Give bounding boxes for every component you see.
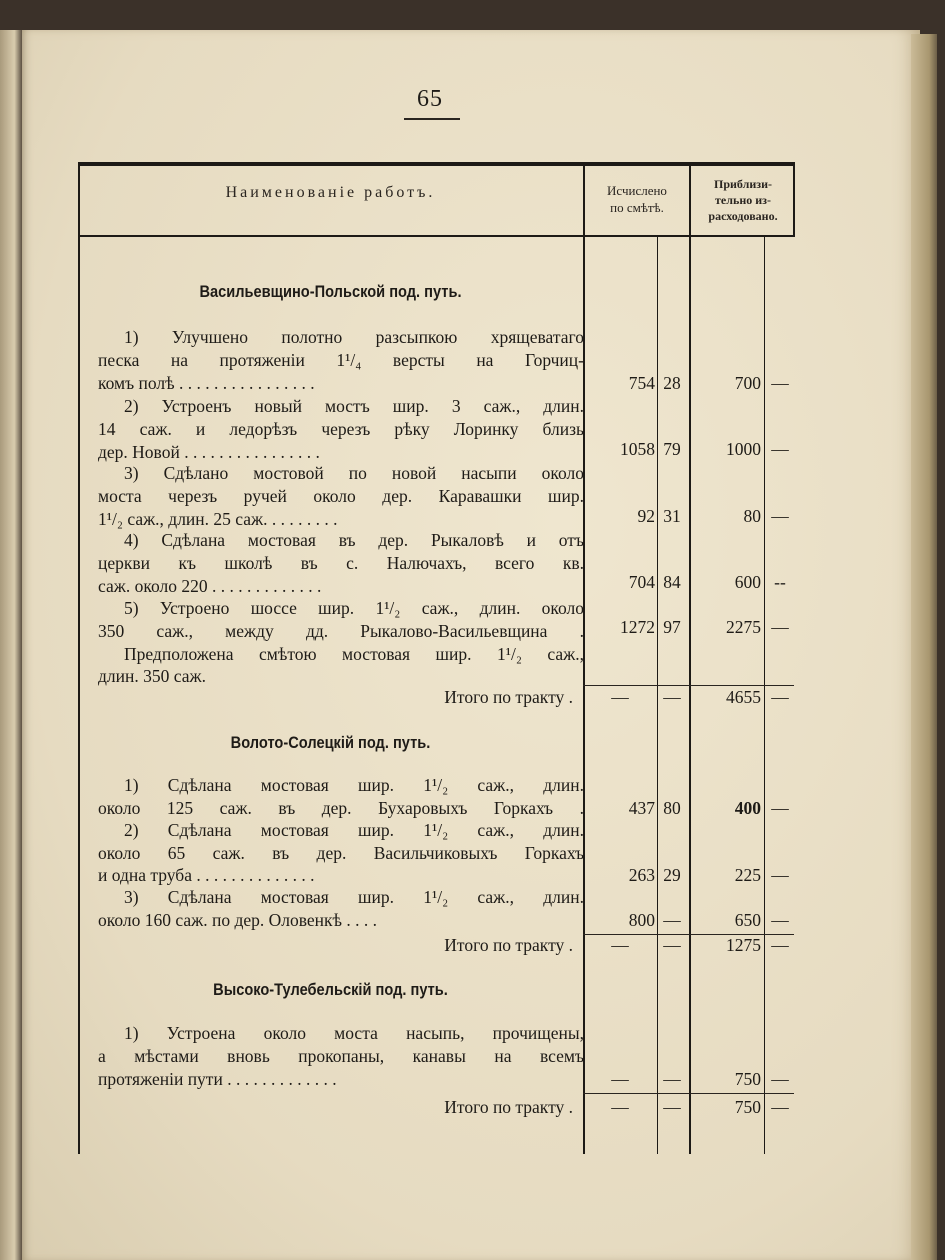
total-spent-rubles: 750	[734, 1097, 761, 1117]
estimate-kopecks: 80	[663, 798, 681, 818]
estimate-rubles: 754	[628, 373, 655, 393]
text-line: а мѣстами вновь прокопаны, канавы на всемъ	[98, 1046, 584, 1066]
header-spent-line: Приблизи-	[713, 177, 772, 191]
spent-kopecks: —	[771, 506, 789, 526]
total-spent-rubles: 4655	[726, 687, 761, 707]
spent-rubles: 700	[734, 373, 761, 393]
total-rule	[583, 1093, 794, 1094]
header-spent-line: расходовано.	[708, 209, 778, 223]
estimate-kopecks: 28	[663, 373, 681, 393]
text-line: 1) Улучшено полотно разсыпкою хрящеватаго	[124, 327, 584, 347]
text-line: дер. Новой . . . . . . . . . . . . . . . .	[98, 442, 320, 462]
text-line: 1) Сдѣлана мостовая шир. 1¹/₂ саж., длин.	[124, 775, 584, 795]
page-number: 65	[417, 86, 443, 112]
header-work-names: Наименованіе работъ.	[225, 184, 436, 201]
text-line: комъ полѣ . . . . . . . . . . . . . . . .	[98, 373, 315, 393]
spent-rubles: 650	[734, 910, 761, 930]
table-top-rule	[78, 162, 794, 166]
spent-rubles: 750	[734, 1069, 761, 1089]
estimate-rubles: 437	[628, 798, 655, 818]
text-line: моста черезъ ручей около дер. Каравашки шир.	[98, 486, 584, 506]
total-estimate-kopecks: —	[663, 1097, 681, 1117]
text-line: 2) Устроенъ новый мостъ шир. 3 саж., длин.	[124, 396, 584, 416]
text-line: 14 саж. и ледорѣзъ черезъ рѣку Лоринку близь	[98, 419, 584, 439]
estimate-kopecks: 29	[663, 865, 681, 885]
table-header-rule	[78, 235, 794, 237]
spent-rubles: 1000	[726, 439, 761, 459]
estimate-kopecks: 84	[663, 572, 681, 592]
estimate-rubles: —	[611, 1069, 629, 1089]
text-line: 1¹/₂ саж., длин. 25 саж. . . . . . . . .	[98, 509, 338, 529]
text-line: 3) Сдѣлана мостовая шир. 1¹/₂ саж., длин.	[124, 887, 584, 907]
estimate-kopecks: 97	[663, 617, 681, 637]
left-page-edge	[0, 30, 24, 1260]
text-line: Предположена смѣтою мостовая шир. 1¹/₂ саж.,	[124, 644, 584, 664]
text-line: около 160 саж. по дер. Оловенкѣ . . . .	[98, 910, 378, 930]
total-spent-kopecks: —	[771, 1097, 789, 1117]
column-divider-spent	[689, 162, 691, 1154]
spent-kopecks: —	[771, 439, 789, 459]
text-line: и одна труба . . . . . . . . . . . . . .	[98, 865, 315, 885]
kopeck-divider-spent	[764, 237, 765, 1154]
text-line: около 125 саж. въ дер. Бухаровыхъ Горкахъ .	[98, 798, 584, 818]
total-spent-kopecks: —	[771, 935, 789, 955]
spent-kopecks: —	[771, 617, 789, 637]
spent-kopecks: --	[774, 572, 786, 592]
estimate-rubles: 263	[628, 865, 655, 885]
estimate-kopecks: 79	[663, 439, 681, 459]
estimate-kopecks: —	[663, 1069, 681, 1089]
spent-rubles: 80	[743, 506, 761, 526]
total-estimate-kopecks: —	[663, 687, 681, 707]
section-title: Васильевщино-Польской под. путь.	[199, 282, 462, 301]
spent-kopecks: —	[771, 798, 789, 818]
text-line: 2) Сдѣлана мостовая шир. 1¹/₂ саж., длин.	[124, 820, 584, 840]
text-line: церкви къ школѣ въ с. Налючахъ, всего кв.	[98, 553, 584, 573]
estimate-rubles: 704	[628, 572, 655, 592]
total-estimate-rubles: —	[611, 687, 629, 707]
spent-kopecks: —	[771, 373, 789, 393]
total-estimate-kopecks: —	[663, 935, 681, 955]
page-number-underline	[404, 118, 460, 120]
total-spent-rubles: 1275	[726, 935, 761, 955]
header-estimated	[585, 182, 689, 216]
total-label: Итого по тракту .	[444, 1097, 573, 1117]
estimate-rubles: 800	[628, 910, 655, 930]
estimate-kopecks: 31	[663, 506, 681, 526]
total-estimate-rubles: —	[611, 1097, 629, 1117]
works-table	[78, 162, 794, 1154]
header-estimated-line: по смѣтѣ.	[610, 200, 664, 215]
spent-rubles: 225	[734, 865, 761, 885]
text-line: длин. 350 саж.	[98, 666, 206, 686]
text-line: протяженіи пути . . . . . . . . . . . . .	[98, 1069, 337, 1089]
text-line: 3) Сдѣлано мостовой по новой насыпи около	[124, 463, 584, 483]
text-line: саж. около 220 . . . . . . . . . . . . .	[98, 576, 322, 596]
spent-kopecks: —	[771, 865, 789, 885]
text-line: около 65 саж. въ дер. Васильчиковыхъ Горкахъ	[98, 843, 584, 863]
total-label: Итого по тракту .	[444, 935, 573, 955]
text-line: песка на протяженіи 1¹/₄ версты на Горчиц-	[98, 350, 584, 370]
spent-kopecks: —	[771, 1069, 789, 1089]
header-estimated-line: Исчислено	[607, 183, 667, 198]
text-line: 5) Устроено шоссе шир. 1¹/₂ саж., длин. около	[124, 598, 584, 618]
header-spent	[691, 176, 795, 224]
total-label: Итого по тракту .	[444, 687, 573, 707]
text-line: 350 саж., между дд. Рыкалово-Васильевщина .	[98, 621, 584, 641]
spent-rubles: 2275	[726, 617, 761, 637]
spent-kopecks: —	[771, 910, 789, 930]
section-title: Высоко-Тулебельскій под. путь.	[213, 980, 448, 999]
text-line: 4) Сдѣлана мостовая въ дер. Рыкаловѣ и отъ	[124, 530, 584, 550]
header-spent-line: тельно из-	[715, 193, 771, 207]
right-page-edge	[911, 34, 937, 1260]
estimate-rubles: 1272	[620, 617, 655, 637]
total-spent-kopecks: —	[771, 687, 789, 707]
spent-rubles: 600	[734, 572, 761, 592]
total-estimate-rubles: —	[611, 935, 629, 955]
text-line: 1) Устроена около моста насыпь, прочищены,	[124, 1023, 584, 1043]
estimate-kopecks: —	[663, 910, 681, 930]
spent-rubles: 400	[734, 798, 761, 818]
estimate-rubles: 1058	[620, 439, 655, 459]
table-left-border	[78, 162, 80, 1154]
section-title: Волото-Солецкій под. путь.	[230, 733, 431, 752]
estimate-rubles: 92	[637, 506, 655, 526]
